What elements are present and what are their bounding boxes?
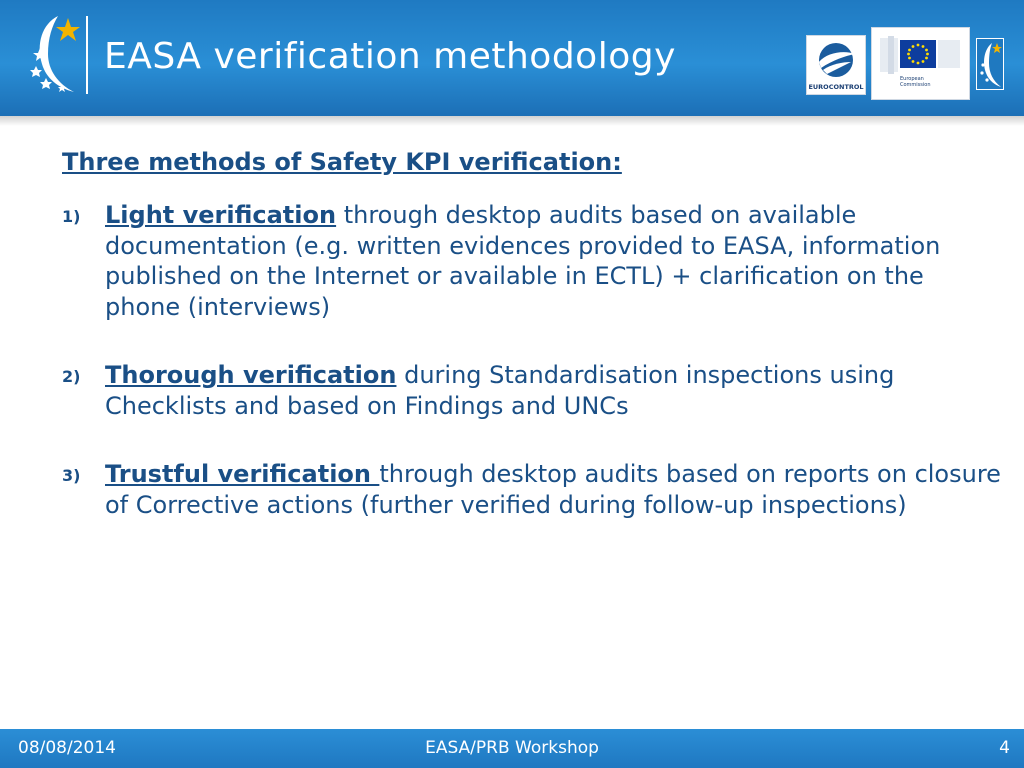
method-term: Light verification <box>105 201 337 229</box>
method-term: Thorough verification <box>105 361 397 389</box>
list-item-body <box>105 459 1002 520</box>
method-description: through desktop audits based on available documentation (e.g. written evidences provided to EASA, information published on the Internet or available in ECTL) + clarification on the phone (interviews) <box>105 201 941 321</box>
verification-methods-list <box>62 200 1002 520</box>
eu-flag-icon <box>872 28 969 99</box>
title-divider <box>86 16 88 94</box>
footer-event-name: EASA/PRB Workshop <box>425 738 599 758</box>
slide-title: EASA verification methodology <box>104 36 676 77</box>
eurocontrol-logo <box>806 35 866 95</box>
list-item <box>62 200 1002 322</box>
easa-star-logo-icon <box>28 14 80 96</box>
eurocontrol-emblem-icon <box>807 36 865 94</box>
ec-wordmark-line1: European <box>900 76 924 82</box>
section-heading: Three methods of Safety KPI verification: <box>62 148 622 176</box>
slide-body <box>62 148 1002 520</box>
list-item-body <box>105 200 1002 322</box>
slide-footer <box>0 729 1024 768</box>
header-shadow <box>0 116 1024 126</box>
list-item-body <box>105 360 1002 421</box>
list-item-number: 2) <box>62 367 81 386</box>
list-item <box>62 459 1002 520</box>
easa-small-logo <box>976 38 1004 90</box>
footer-page-number: 4 <box>999 738 1010 758</box>
eurocontrol-wordmark: EUROCONTROL <box>808 83 864 91</box>
list-item-number: 1) <box>62 207 81 226</box>
easa-small-star-icon <box>977 39 1003 89</box>
method-description: through desktop audits based on reports on closure of Corrective actions (further verified during follow-up inspections) <box>105 460 1001 519</box>
method-description: during Standardisation inspections using Checklists and based on Findings and UNCs <box>105 361 895 420</box>
list-item <box>62 360 1002 421</box>
footer-date: 08/08/2014 <box>18 738 116 758</box>
list-item-number: 3) <box>62 466 81 485</box>
slide-header <box>0 0 1024 116</box>
european-commission-logo <box>871 27 970 100</box>
ec-wordmark-line2: Commission <box>900 82 931 88</box>
method-term: Trustful verification <box>105 460 380 488</box>
